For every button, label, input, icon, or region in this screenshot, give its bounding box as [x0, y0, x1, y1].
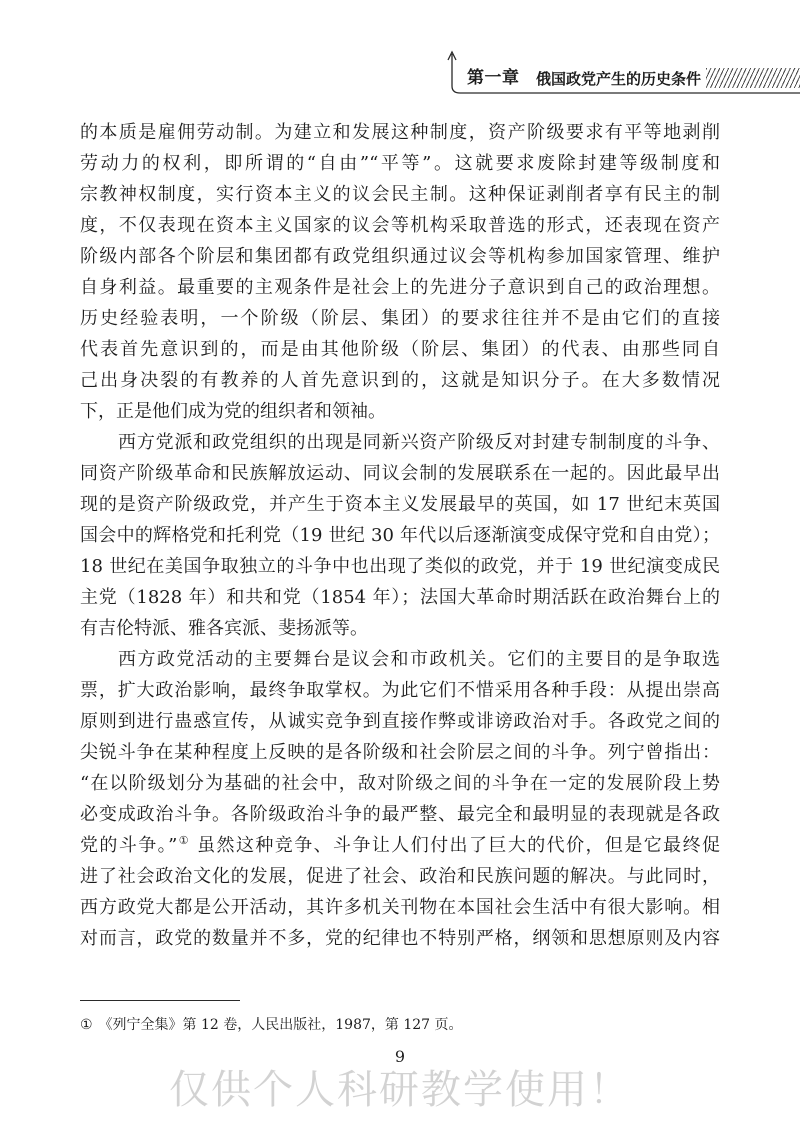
text-line: 必变成政治斗争。各阶级政治斗争的最严整、最完全和最明显的表现就是各政 — [80, 804, 720, 825]
text-line: “在以阶级划分为基础的社会中，敌对阶级之间的斗争在一定的发展阶段上势 — [80, 773, 720, 794]
text-line: 西方政党活动的主要舞台是议会和市政机关。它们的主要目的是争取选 — [118, 649, 720, 670]
text-line: 历史经验表明，一个阶级（阶层、集团）的要求往往并不是由它们的直接 — [80, 308, 720, 329]
page-number: 9 — [394, 1047, 406, 1066]
paragraph-continued — [80, 117, 720, 427]
footnote-separator — [80, 1000, 240, 1001]
text-line: 劳动力的权利，即所谓的“自由”“平等”。这就要求废除封建等级制度和 — [80, 153, 720, 174]
footnote-marker: ① — [80, 1017, 93, 1033]
text-line: 己出身决裂的有教养的人首先意识到的，这就是知识分子。在大多数情况 — [80, 370, 720, 391]
footnote-text: 《列宁全集》第 12 卷，人民出版社，1987，第 127 页。 — [98, 1017, 463, 1033]
text-segment: 党的斗争。” — [80, 835, 178, 856]
text-line: 西方党派和政党组织的出现是同新兴资产阶级反对封建专制制度的斗争、 — [118, 432, 720, 453]
text-line: 18 世纪在美国争取独立的斗争中也出现了类似的政党，并于 19 世纪演变成民 — [80, 556, 720, 577]
header-hatch-decoration — [706, 68, 800, 88]
body-text — [80, 117, 720, 954]
paragraph-western-parties-origin — [80, 427, 720, 644]
watermark: 仅供个人科研教学使用！ — [169, 1067, 631, 1113]
footnote-reference: ① — [177, 834, 190, 847]
paragraph-western-parties-activity — [80, 644, 720, 954]
text-segment: 虽然这种竞争、斗争让人们付出了巨大的代价，但是它最终促 — [190, 835, 720, 856]
text-line: 宗教神权制度，实行资本主义的议会民主制。这种保证剥削者享有民主的制 — [80, 184, 720, 205]
text-line: 国会中的辉格党和托利党（19 世纪 30 年代以后逐渐演变成保守党和自由党）； — [80, 525, 720, 546]
text-line: 同资产阶级革命和民族解放运动、同议会制的发展联系在一起的。因此最早出 — [80, 463, 720, 484]
chapter-title: 俄国政党产生的历史条件 — [536, 70, 702, 88]
text-line: 进了社会政治文化的发展，促进了社会、政治和民族问题的解决。与此同时， — [80, 866, 720, 887]
chapter-label: 第一章 — [467, 68, 520, 88]
text-line: 代表首先意识到的，而是由其他阶级（阶层、集团）的代表、由那些同自 — [80, 339, 720, 360]
text-line: 下，正是他们成为党的组织者和领袖。 — [80, 401, 386, 422]
text-line: 票，扩大政治影响，最终争取掌权。为此它们不惜采用各种手段：从提出崇高 — [80, 680, 720, 701]
footnote — [80, 1015, 720, 1035]
text-line: 对而言，政党的数量并不多，党的纪律也不特别严格，纲领和思想原则及内容 — [80, 928, 720, 949]
text-line: 阶级内部各个阶层和集团都有政党组织通过议会等机构参加国家管理、维护 — [80, 246, 720, 267]
text-line: 有吉伦特派、雅各宾派、斐扬派等。 — [80, 618, 368, 639]
text-line: 原则到进行蛊惑宣传，从诚实竞争到直接作弊或诽谤政治对手。各政党之间的 — [80, 711, 720, 732]
text-line — [80, 830, 720, 861]
text-line: 度，不仅表现在资本主义国家的议会等机构采取普选的形式，还表现在资产 — [80, 215, 720, 236]
text-line: 的本质是雇佣劳动制。为建立和发展这种制度，资产阶级要求有平等地剥削 — [80, 122, 720, 143]
text-line: 现的是资产阶级政党，并产生于资本主义发展最早的英国，如 17 世纪末英国 — [80, 494, 720, 515]
text-line: 西方政党大都是公开活动，其许多机关刊物在本国社会生活中有很大影响。相 — [80, 897, 720, 918]
text-line: 自身利益。最重要的主观条件是社会上的先进分子意识到自己的政治理想。 — [80, 277, 720, 298]
text-line: 尖锐斗争在某种程度上反映的是各阶级和社会阶层之间的斗争。列宁曾指出： — [80, 742, 720, 763]
text-line: 主党（1828 年）和共和党（1854 年）；法国大革命时期活跃在政治舞台上的 — [80, 587, 720, 608]
